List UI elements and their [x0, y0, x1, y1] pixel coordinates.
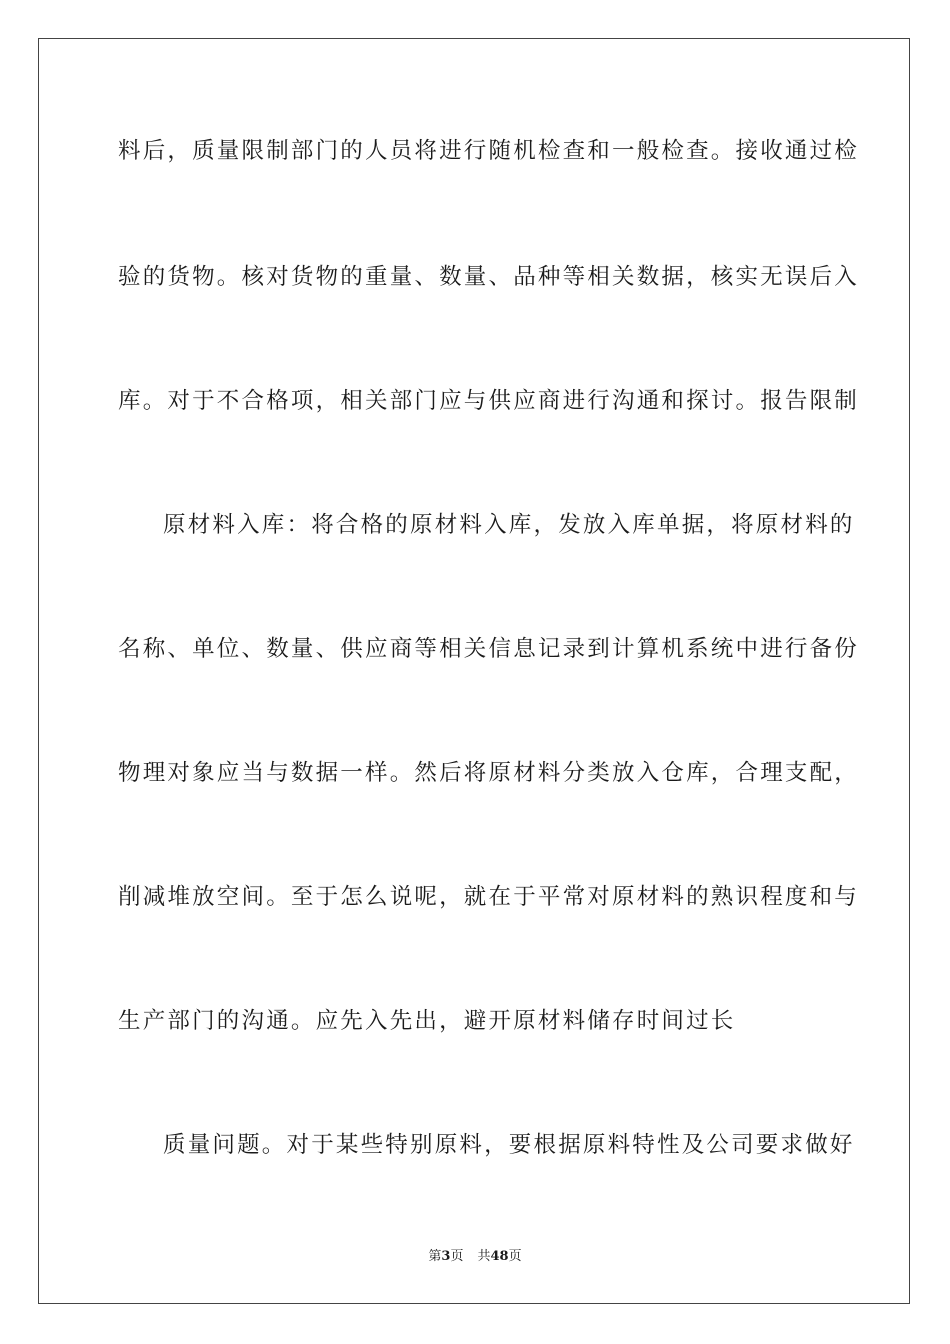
page-border	[38, 38, 910, 1304]
page-footer	[0, 1248, 950, 1266]
body-line-3: 库。对于不合格项，相关部门应与供应商进行沟通和探讨。报告限制	[118, 388, 860, 414]
footer-page-number: 3	[441, 1249, 451, 1264]
body-line-5: 名称、单位、数量、供应商等相关信息记录到计算机系统中进行备份	[118, 636, 860, 662]
body-line-1: 料后，质量限制部门的人员将进行随机检查和一般检查。接收通过检	[118, 138, 860, 164]
body-line-9: 质量问题。对于某些特别原料，要根据原料特性及公司要求做好	[163, 1132, 855, 1158]
footer-total-pages: 48	[490, 1249, 509, 1264]
footer-total-prefix: 共	[477, 1249, 491, 1264]
body-line-6: 物理对象应当与数据一样。然后将原材料分类放入仓库，合理支配，	[118, 760, 860, 786]
body-line-2: 验的货物。核对货物的重量、数量、品种等相关数据，核实无误后入	[118, 264, 860, 290]
footer-page-suffix: 页	[450, 1249, 464, 1264]
body-line-8: 生产部门的沟通。应先入先出，避开原材料储存时间过长	[118, 1008, 736, 1034]
footer-total-suffix: 页	[508, 1249, 522, 1264]
body-line-4: 原材料入库：将合格的原材料入库，发放入库单据，将原材料的	[163, 512, 855, 538]
footer-page-prefix: 第	[428, 1249, 442, 1264]
body-line-7: 削减堆放空间。至于怎么说呢，就在于平常对原材料的熟识程度和与	[118, 884, 860, 910]
